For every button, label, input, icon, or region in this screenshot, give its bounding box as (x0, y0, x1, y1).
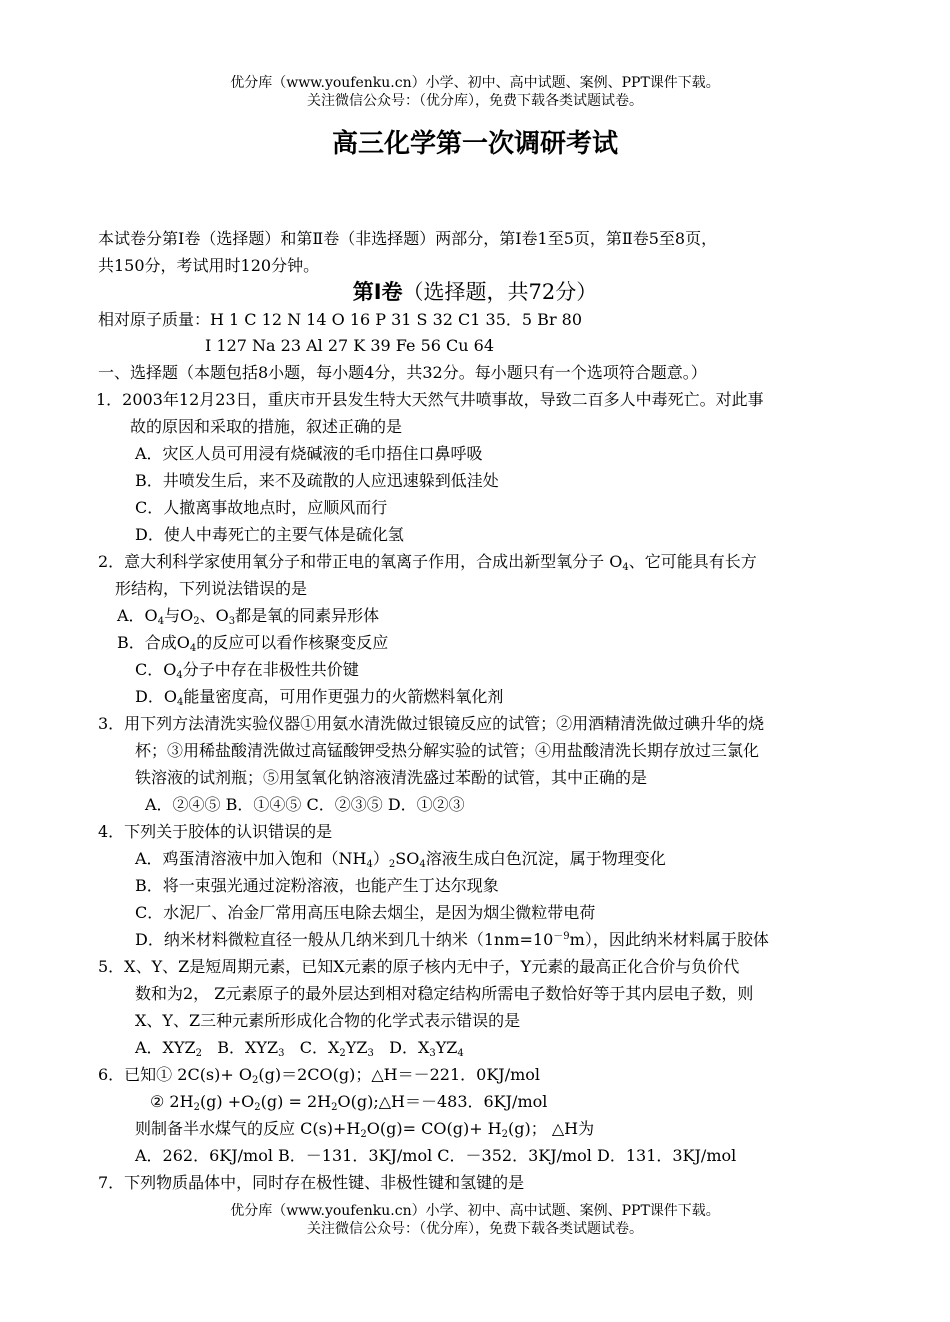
q2-d-1: D．O (135, 687, 177, 706)
q2-stem-1b: 、它可能具有长方 (628, 552, 757, 571)
q4-option-b: B．将一束强光通过淀粉溶液，也能产生丁达尔现象 (135, 876, 499, 895)
q2-b-sub4: 4 (189, 643, 197, 654)
q5-options (135, 1038, 464, 1058)
q6-l3a: 则制备半水煤气的反应 C(s)+H (135, 1119, 361, 1138)
q5-d: D．X (389, 1038, 430, 1057)
header-line-1: 优分库（www.youfenku.cn）小学、初中、高中试题、案例、PPT课件下载。 (230, 75, 720, 91)
q2-a-sub3: 3 (228, 616, 236, 627)
q2-a-sub4: 4 (157, 616, 165, 627)
q6-options: A．262．6KJ/mol B．－131．3KJ/mol C．－352．3KJ/mol D．131．3KJ/mol (135, 1146, 737, 1165)
section-heading-bold: 第Ⅰ卷 (352, 280, 403, 304)
q2-option-d (135, 687, 503, 707)
q2-c-2: 分子中存在非极性共价键 (182, 660, 359, 679)
q4-a-4: 溶液生成白色沉淀，属于物理变化 (425, 849, 666, 868)
intro-line-2: 共150分，考试用时120分钟。 (98, 256, 320, 275)
q5-d-2: YZ (435, 1038, 458, 1057)
q1-option-d: D．使人中毒死亡的主要气体是硫化氢 (135, 525, 404, 544)
q2-d-2: 能量密度高，可用作更强力的火箭燃料氧化剂 (183, 687, 504, 706)
header-line-2: 关注微信公众号：（优分库），免费下载各类试题试卷。 (307, 93, 643, 109)
q2-b-2: 的反应可以看作核聚变反应 (196, 633, 389, 652)
q4-stem: 4．下列关于胶体的认识错误的是 (98, 822, 333, 841)
q6-l2c: (g) = 2H (260, 1092, 332, 1111)
q4-a-2: ） (372, 849, 389, 868)
footer-line-1: 优分库（www.youfenku.cn）小学、初中、高中试题、案例、PPT课件下载。 (230, 1203, 720, 1219)
q6-l3-sub1: 2 (360, 1129, 367, 1140)
q6-l2a: ② 2H (150, 1092, 194, 1111)
q2-d-sub4: 4 (176, 697, 184, 708)
q4-d-sup: －9 (553, 931, 570, 942)
section-heading-rest: （选择题，共72分） (402, 280, 598, 304)
q2-a-3: 、O (199, 606, 229, 625)
page-title: 高三化学第一次调研考试 (331, 129, 618, 159)
q5-c-sub1: 2 (339, 1048, 346, 1059)
q3-options: A．②④⑤ B．①④⑤ C．②③⑤ D．①②③ (145, 795, 465, 814)
q6-equation-1 (98, 1065, 540, 1085)
intro-line-1: 本试卷分第Ⅰ卷（选择题）和第Ⅱ卷（非选择题）两部分，第Ⅰ卷1至5页，第Ⅱ卷5至8页， (98, 229, 718, 248)
part1-instructions: 一、选择题（本题包括8小题，每小题4分，共32分。每小题只有一个选项符合题意。） (98, 363, 707, 382)
section-heading (0, 278, 950, 306)
q6-equation-2 (150, 1092, 547, 1112)
q6-l3b: O(g)= CO(g)+ H (366, 1119, 502, 1138)
atomic-masses-line-1: 相对原子质量：H 1 C 12 N 14 O 16 P 31 S 32 C1 35．5 Br 80 (98, 310, 583, 329)
q2-option-a (117, 606, 379, 626)
q5-d-sub2: 4 (457, 1048, 464, 1059)
q6-l2d: O(g);△H＝－483．6KJ/mol (337, 1092, 548, 1111)
q2-c-1: C．O (135, 660, 177, 679)
q5-c: C．X (299, 1038, 340, 1057)
q5-a: A．XYZ (135, 1038, 196, 1057)
q5-stem-3: X、Y、Z三种元素所形成化合物的化学式表示错误的是 (135, 1011, 521, 1030)
q6-l1a: 6．已知① 2C(s)+ O (98, 1065, 252, 1084)
q2-a-4: 都是氧的同素异形体 (235, 606, 380, 625)
q1-option-b: B．井喷发生后，来不及疏散的人应迅速躲到低洼处 (135, 471, 499, 490)
q3-stem-2: 杯；③用稀盐酸清洗做过高锰酸钾受热分解实验的试管；④用盐酸清洗长期存放过三氯化 (135, 741, 760, 760)
q2-sub-4a: 4 (622, 562, 629, 573)
q4-option-d (135, 930, 769, 950)
q5-c-2: YZ (345, 1038, 368, 1057)
q6-l2b: (g) +O (199, 1092, 255, 1111)
q2-a-sub2: 2 (193, 616, 200, 627)
atomic-masses-line-2: I 127 Na 23 Al 27 K 39 Fe 56 Cu 64 (205, 336, 495, 355)
q2-b-1: B．合成O (117, 633, 190, 652)
q1-option-a: A．灾区人员可用浸有烧碱液的毛巾捂住口鼻呼吸 (135, 444, 483, 463)
q6-l3c: (g)； △H为 (508, 1119, 595, 1138)
q1-stem-2: 故的原因和采取的措施，叙述正确的是 (130, 417, 403, 436)
q2-a-2: 与O (164, 606, 194, 625)
q6-l2-sub1: 2 (193, 1102, 200, 1113)
q2-a-1: A．O (117, 606, 158, 625)
q5-d-sub1: 3 (429, 1048, 436, 1059)
q1-stem-1: 1．2003年12月23日，重庆市开县发生特大天然气井喷事故，导致二百多人中毒死亡。对此事 (96, 390, 764, 409)
q6-l1b: (g)＝2CO(g)；△H＝－221．0KJ/mol (258, 1065, 541, 1084)
q5-c-sub2: 3 (367, 1048, 374, 1059)
q3-stem-3: 铁溶液的试剂瓶；⑤用氢氧化钠溶液清洗盛过苯酚的试管，其中正确的是 (135, 768, 648, 787)
q5-b: B．XYZ (217, 1038, 279, 1057)
q4-d-2: m），因此纳米材料属于胶体 (569, 930, 769, 949)
q7-stem: 7．下列物质晶体中，同时存在极性键、非极性键和氢键的是 (98, 1173, 525, 1192)
q2-stem-2: 形结构，下列说法错误的是 (115, 579, 308, 598)
q6-question (135, 1119, 594, 1139)
q4-option-a (135, 849, 666, 869)
q6-l3-sub2: 2 (501, 1129, 509, 1140)
q2-stem-1a: 2．意大利科学家使用氧分子和带正电的氧离子作用，合成出新型氧分子 O (98, 552, 623, 571)
q5-a-sub: 2 (195, 1048, 203, 1059)
q4-d-1: D．纳米材料微粒直径一般从几纳米到几十纳米（1nm=10 (135, 930, 554, 949)
q2-stem-1 (98, 552, 757, 572)
q5-stem-2: 数和为2， Z元素原子的最外层达到相对稳定结构所需电子数恰好等于其内层电子数，则 (135, 984, 754, 1003)
q6-l2-sub2: 2 (254, 1102, 261, 1113)
q4-option-c: C．水泥厂、冶金厂常用高压电除去烟尘，是因为烟尘微粒带电荷 (135, 903, 596, 922)
q2-option-c (135, 660, 359, 680)
footer-line-2: 关注微信公众号：（优分库），免费下载各类试题试卷。 (307, 1221, 643, 1237)
q2-c-sub4: 4 (176, 670, 183, 681)
q4-a-sub4a: 4 (366, 859, 373, 870)
q6-l1-sub: 2 (252, 1075, 259, 1086)
q5-stem-1: 5．X、Y、Z是短周期元素，已知X元素的原子核内无中子，Y元素的最高正化合价与负价代 (98, 957, 740, 976)
q3-stem-1: 3．用下列方法清洗实验仪器①用氨水清洗做过银镜反应的试管；②用酒精清洗做过碘升华的烧 (98, 714, 765, 733)
q2-option-b (117, 633, 388, 653)
q4-a-3: SO (395, 849, 420, 868)
q5-b-sub: 3 (278, 1048, 285, 1059)
q1-option-c: C．人撤离事故地点时，应顺风而行 (135, 498, 388, 517)
q4-a-1: A．鸡蛋清溶液中加入饱和（NH (135, 849, 367, 868)
q4-a-sub4b: 4 (419, 859, 426, 870)
q4-a-sub2: 2 (388, 859, 396, 870)
q6-l2-sub3: 2 (331, 1102, 338, 1113)
